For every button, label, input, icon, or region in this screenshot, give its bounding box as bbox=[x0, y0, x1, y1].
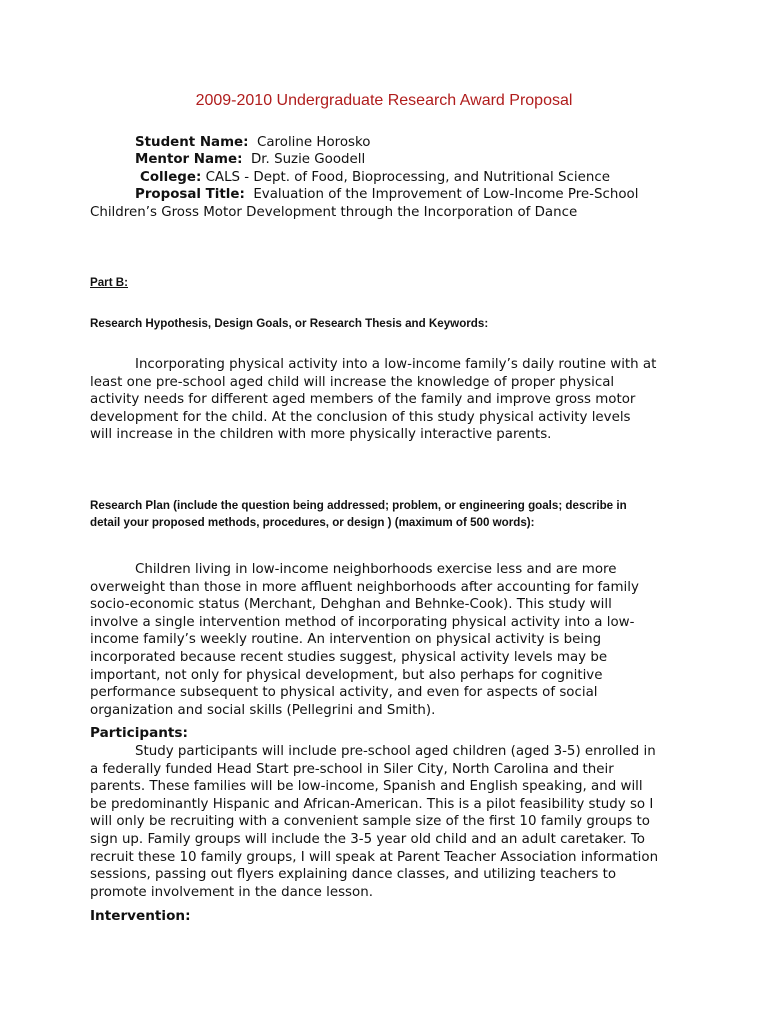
part-b-heading: Part B: bbox=[90, 276, 129, 289]
student-name-label: Student Name: bbox=[135, 135, 249, 150]
research-plan-heading-line: Research Plan (include the question being addressed; problem, or engineering goals; describe in bbox=[90, 499, 627, 512]
participants-line: recruit these 10 family groups, I will speak at Parent Teacher Association information bbox=[90, 849, 659, 865]
research-plan-paragraph bbox=[90, 561, 690, 719]
plan-line: organization and social skills (Pellegrini and Smith). bbox=[90, 702, 436, 718]
plan-line: socio-economic status (Merchant, Dehghan and Behnke-Cook). This study will bbox=[90, 597, 612, 613]
student-name-row bbox=[90, 134, 690, 151]
plan-line: income family’s weekly routine. An intervention on physical activity is being bbox=[90, 632, 602, 648]
proposal-title-continuation: Children’s Gross Motor Development through the Incorporation of Dance bbox=[90, 204, 578, 220]
hypothesis-line: Incorporating physical activity into a low-income family’s daily routine with at bbox=[135, 357, 657, 372]
student-name-value: Caroline Horosko bbox=[257, 135, 371, 150]
hypothesis-line: will increase in the children with more physically interactive parents. bbox=[90, 427, 552, 443]
participants-line: be predominantly Hispanic and African-American. This is a pilot feasibility study so I bbox=[90, 796, 654, 812]
research-plan-heading-line: detail your proposed methods, procedures, or design ) (maximum of 500 words): bbox=[90, 515, 535, 529]
proposal-title-row bbox=[90, 186, 690, 203]
participants-line: parents. These families will be low-income, Spanish and English speaking, and will bbox=[90, 779, 643, 795]
participants-line: sessions, passing out flyers explaining dance classes, and utilizing teachers to bbox=[90, 867, 617, 883]
intervention-heading: Intervention: bbox=[90, 908, 191, 924]
hypothesis-line: activity needs for different aged members of the family and improve gross motor bbox=[90, 392, 636, 408]
participants-line: Study participants will include pre-school aged children (aged 3-5) enrolled in bbox=[135, 744, 656, 759]
college-row bbox=[90, 169, 690, 186]
plan-line: incorporated because recent studies suggest, physical activity levels may be bbox=[90, 649, 608, 665]
plan-line: overweight than those in more affluent neighborhoods after accounting for family bbox=[90, 579, 639, 595]
plan-line: Children living in low-income neighborhoods exercise less and are more bbox=[135, 562, 617, 577]
participants-line: sign up. Family groups will include the 3-5 year old child and an adult caretaker. To bbox=[90, 831, 645, 847]
participants-line: a federally funded Head Start pre-school in Siler City, North Carolina and their bbox=[90, 761, 614, 777]
participants-heading: Participants: bbox=[90, 725, 188, 741]
plan-line: involve a single intervention method of incorporating physical activity into a low- bbox=[90, 614, 635, 630]
college-value: CALS - Dept. of Food, Bioprocessing, and Nutritional Science bbox=[205, 169, 610, 185]
participants-paragraph bbox=[90, 743, 690, 901]
plan-line: performance subsequent to physical activity, and even for aspects of social bbox=[90, 685, 598, 701]
mentor-name-row bbox=[90, 151, 690, 168]
hypothesis-paragraph bbox=[90, 356, 690, 444]
hypothesis-heading: Research Hypothesis, Design Goals, or Research Thesis and Keywords: bbox=[90, 317, 489, 330]
participants-line: promote involvement in the dance lesson. bbox=[90, 884, 373, 900]
proposal-info-block bbox=[90, 134, 690, 221]
hypothesis-line: development for the child. At the conclusion of this study physical activity levels bbox=[90, 409, 631, 425]
mentor-name-value: Dr. Suzie Goodell bbox=[250, 152, 366, 168]
plan-line: important, not only for physical development, but also perhaps for cognitive bbox=[90, 667, 603, 683]
mentor-name-label: Mentor Name: bbox=[135, 152, 243, 168]
proposal-title-label: Proposal Title: bbox=[135, 187, 245, 203]
proposal-title-value: Evaluation of the Improvement of Low-Income Pre-School bbox=[253, 187, 639, 203]
hypothesis-line: least one pre-school aged child will increase the knowledge of proper physical bbox=[90, 374, 615, 390]
participants-line: will only be recruiting with a convenient sample size of the first 10 family groups to bbox=[90, 814, 650, 830]
college-label: College: bbox=[140, 169, 202, 185]
research-plan-heading bbox=[90, 498, 690, 531]
document-title: 2009-2010 Undergraduate Research Award Proposal bbox=[195, 92, 573, 109]
